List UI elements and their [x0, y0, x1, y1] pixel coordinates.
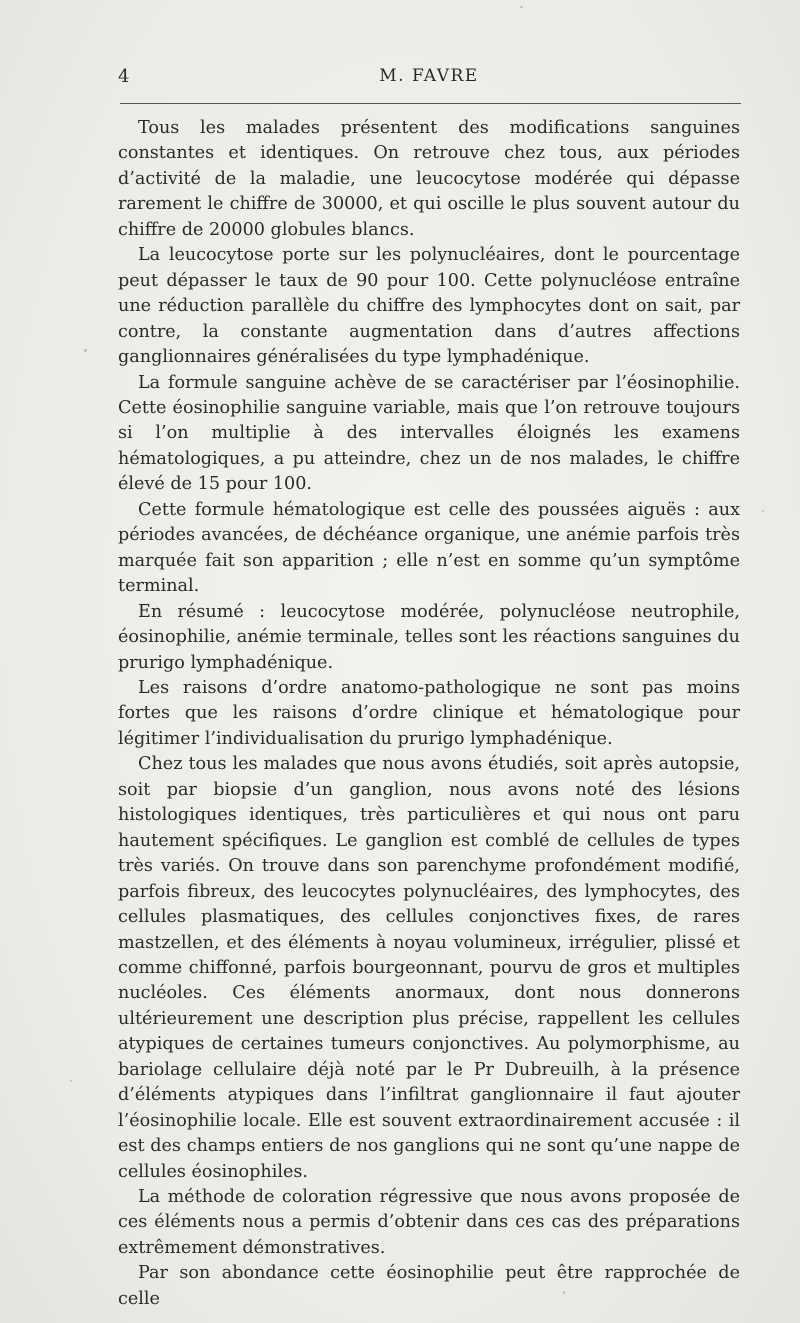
header-rule	[120, 103, 741, 104]
paragraph-5: En résumé : leucocytose modérée, polynucléose neutrophile, éosinophilie, anémie terminale, telles sont les réactions sanguines du prurigo lymphadénique.	[118, 601, 740, 673]
body-text	[118, 116, 740, 1312]
paragraph-6: Les raisons d’ordre anatomo-pathologique ne sont pas moins fortes que les raisons d’ordre clinique et hématologique pour légitimer l’individualisation du prurigo lymphadénique.	[118, 677, 740, 749]
paper-speck	[84, 349, 87, 352]
paragraph-4: Cette formule hématologique est celle des poussées aiguës : aux périodes avancées, de déchéance organique, une anémie parfois très marquée fait son apparition ; elle n’est en somme qu’un symptôme terminal.	[118, 499, 740, 597]
paragraph-1: Tous les malades présentent des modifications sanguines constantes et identiques. On retrouve chez tous, aux périodes d’activité de la maladie, une leucocytose modérée qui dépasse rarement le chiffre de 30000, et qui oscille le plus souvent autour du chiffre de 20000 globules blancs.	[118, 118, 740, 240]
page-header	[118, 66, 740, 94]
paragraph-7: Chez tous les malades que nous avons étudiés, soit après autopsie, soit par biopsie d’un ganglion, nous avons noté des lésions histologiques identiques, très particulières et qui nous ont paru hautement spécifiques. Le ganglion est comblé de cellules de types très variés. On trouve dans son parenchyme profondément modifié, parfois fibreux, des leucocytes polynucléaires, des lymphocytes, des cellules plasmatiques, des cellules conjonctives fixes, de rares mastzellen, et des éléments à noyau volumineux, irrégulier, plissé et comme chiffonné, parfois bourgeonnant, pourvu de gros et multiples nucléoles. Ces éléments anormaux, dont nous donnerons ultérieurement une description plus précise, rappellent les cellules atypiques de certaines tumeurs conjonctives. Au polymorphisme, au bariolage cellulaire déjà noté par le Pr Dubreuilh, à la présence d’éléments atypiques dans l’infiltrat ganglionnaire il faut ajouter l’éosinophilie locale. Elle est souvent extraordinairement accusée : il est des champs entiers de nos ganglions qui ne sont qu’une nappe de cellules éosinophiles.	[118, 754, 740, 1182]
paragraph-2: La leucocytose porte sur les polynucléaires, dont le pourcentage peut dépasser le taux de 90 pour 100. Cette polynucléose entraîne une réduction parallèle du chiffre des lymphocytes dont on sait, par contre, la constante augmentation dans d’autres affections ganglionnaires généralisées du type lymphadénique.	[118, 245, 740, 368]
paper-speck	[520, 6, 523, 8]
running-head: M. FAVRE	[379, 66, 479, 86]
paragraph-9: Par son abondance cette éosinophilie peut être rapprochée de celle	[118, 1263, 740, 1309]
paragraph-8: La méthode de coloration régressive que nous avons proposée de ces éléments nous a permis d’obtenir dans ces cas des préparations extrêmement démonstratives.	[118, 1187, 740, 1258]
paper-speck	[563, 1291, 565, 1294]
paragraph-3: La formule sanguine achève de se caractériser par l’éosinophilie. Cette éosinophilie sanguine variable, mais que l’on retrouve toujours si l’on multiplie à des intervalles éloignés les examens hématologiques, a pu atteindre, chez un de nos malades, le chiffre élevé de 15 pour 100.	[118, 372, 740, 495]
paper-speck	[762, 510, 764, 512]
page-number: 4	[118, 66, 130, 87]
paper-speck	[70, 1080, 72, 1082]
